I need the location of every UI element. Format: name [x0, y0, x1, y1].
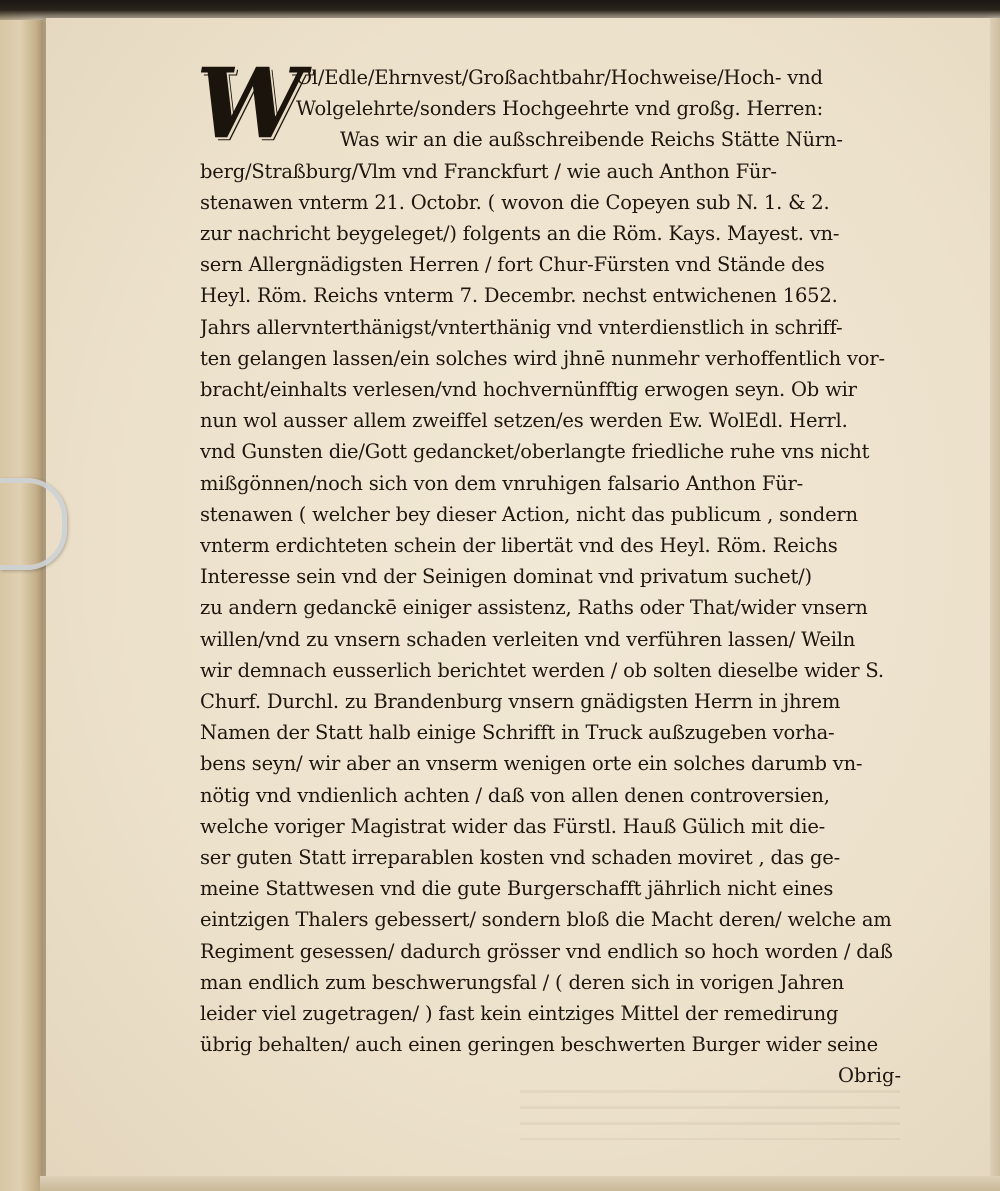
text-line: leider viel zugetragen/ ) fast kein eintziges Mittel der remedirung [200, 1002, 839, 1025]
text-line: man endlich zum beschwerungsfal / ( deren sich in vorigen Jahren [200, 970, 844, 994]
bottom-page-edge [40, 1176, 1000, 1191]
text-line: stenawen vnterm 21. Octobr. ( wovon die Copeyen sub N. 1. & 2. [200, 190, 830, 214]
text-line: eintzigen Thalers gebessert/ sondern bloß die Macht deren/ welche am [200, 908, 892, 932]
text-line: zu andern gedanckē einiger assistenz, Raths oder That/wider vnsern [200, 596, 868, 620]
text-line: bens seyn/ wir aber an vnserm wenigen orte ein solches darumb vn- [200, 752, 863, 776]
drop-cap: W [196, 47, 304, 160]
text-line: mißgönnen/noch sich von dem vnruhigen falsario Anthon Für- [200, 471, 804, 495]
text-line: Churf. Durchl. zu Brandenburg vnsern gnädigsten Herrn in jhrem [200, 690, 841, 713]
text-line: vnterm erdichteten schein der libertät vnd des Heyl. Röm. Reichs [200, 534, 838, 557]
text-line: übrig behalten/ auch einen geringen beschwerten Burger wider seine [200, 1033, 878, 1057]
text-line: Jahrs allervnterthänigst/vnterthänig vnd vnterdienstlich in schriff- [200, 315, 843, 339]
text-line: willen/vnd zu vnsern schaden verleiten vnd verführen lassen/ Weiln [200, 627, 856, 651]
text-line: Was wir an die außschreibende Reichs Stätte Nürn- [340, 128, 843, 152]
text-line: stenawen ( welcher bey dieser Action, nicht das publicum , sondern [200, 502, 858, 526]
text-line: nötig vnd vndienlich achten / daß von allen denen controversien, [200, 783, 830, 807]
text-line: Ol/Edle/Ehrnvest/Großachtbahr/Hochweise/Hoch- vnd [296, 66, 823, 89]
text-line: ten gelangen lassen/ein solches wird jhnē nunmehr verhoffentlich vor- [200, 346, 885, 370]
text-line: ser guten Statt irreparablen kosten vnd schaden moviret , das ge- [200, 846, 840, 869]
text-line: Namen der Statt halb einige Schrifft in Truck außzugeben vorha- [200, 721, 835, 745]
text-line: Regiment gesessen/ dadurch grösser vnd endlich so hoch worden / daß [200, 939, 893, 963]
text-line: vnd Gunsten die/Gott gedancket/oberlangte friedliche ruhe vns nicht [200, 440, 870, 464]
paper-clip [0, 478, 67, 570]
text-line: meine Stattwesen vnd die gute Burgerschafft jährlich nicht eines [200, 877, 834, 901]
text-line: Wolgelehrte/sonders Hochgeehrte vnd großg. Herren: [296, 97, 823, 121]
text-line: bracht/einhalts verlesen/vnd hochvernünfftig erwogen seyn. Ob wir [200, 378, 857, 401]
text-line: sern Allergnädigsten Herren / fort Chur-Fürsten vnd Stände des [200, 253, 825, 277]
text-line: wir demnach eusserlich berichtet werden / ob solten dieselbe wider S. [200, 658, 884, 682]
book-page-edges [0, 20, 48, 1191]
text-line: berg/Straßburg/Vlm vnd Franckfurt / wie auch Anthon Für- [200, 159, 777, 183]
text-line: welche voriger Magistrat wider das Fürstl. Hauß Gülich mit die- [200, 814, 826, 838]
bleed-through-shadow [520, 1090, 900, 1140]
text-line: zur nachricht beygeleget/) folgents an die Röm. Kays. Mayest. vn- [200, 222, 840, 245]
text-line: nun wol ausser allem zweiffel setzen/es werden Ew. WolEdl. Herrl. [200, 409, 848, 433]
text-line: Interesse sein vnd der Seinigen dominat vnd privatum suchet/) [200, 565, 812, 589]
catchword: Obrig- [838, 1064, 902, 1087]
right-page-edge [990, 18, 1000, 1191]
text-line: Heyl. Röm. Reichs vnterm 7. Decembr. nechst entwichenen 1652. [200, 284, 838, 308]
